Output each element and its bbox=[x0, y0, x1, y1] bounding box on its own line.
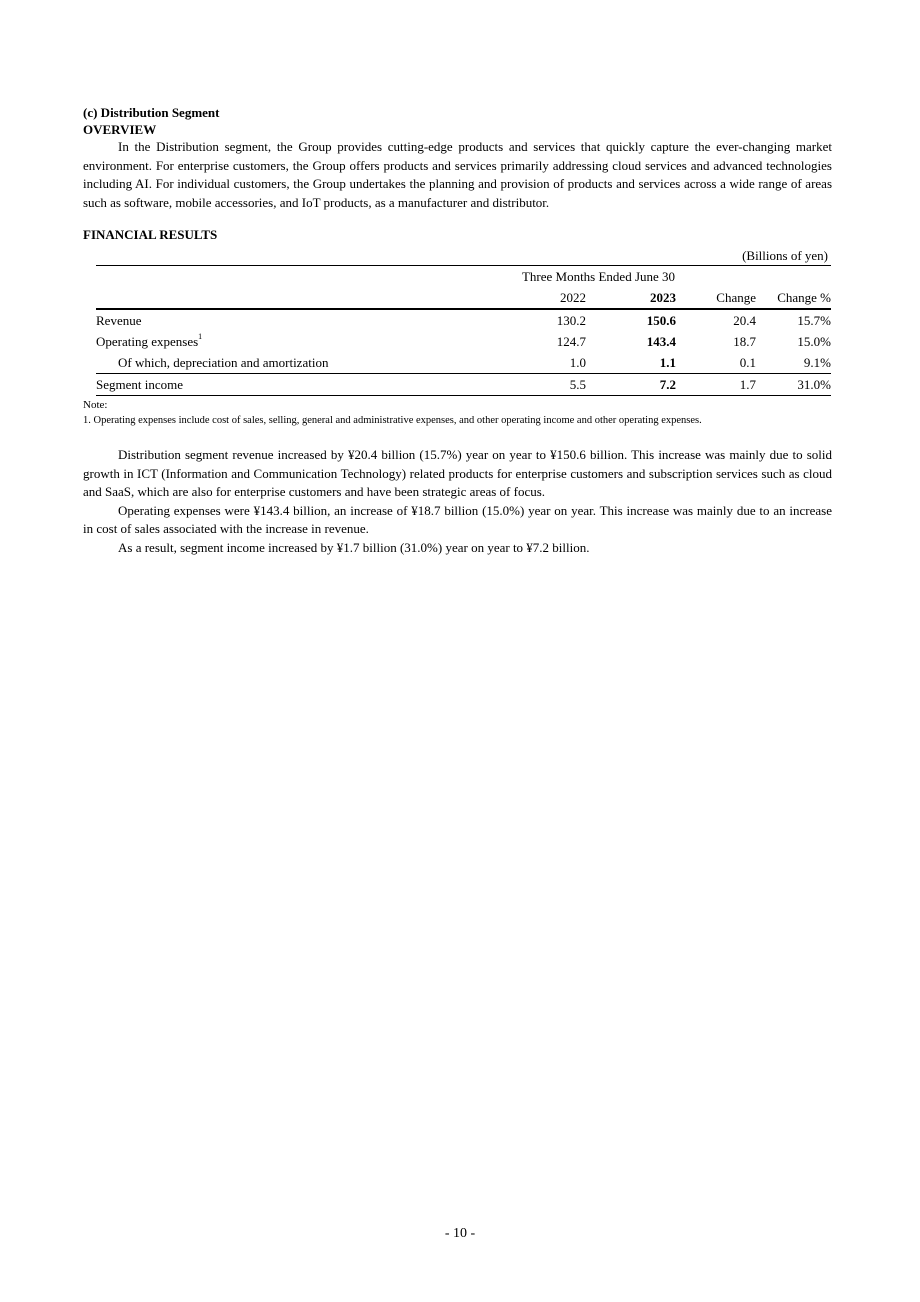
cell-2022: 124.7 bbox=[556, 333, 586, 349]
table-row bbox=[96, 374, 831, 396]
overview-heading: OVERVIEW bbox=[83, 122, 157, 137]
cell-change: 1.7 bbox=[676, 374, 756, 396]
cell-2023: 7.2 bbox=[586, 374, 676, 396]
table-row bbox=[96, 352, 831, 374]
column-header-change: Change bbox=[676, 287, 756, 309]
period-group-header: Three Months Ended June 30 bbox=[521, 266, 676, 288]
column-header-2023: 2023 bbox=[586, 287, 676, 309]
financial-results-table bbox=[96, 265, 831, 396]
row-label-with-footnote bbox=[96, 331, 521, 352]
row-label: Of which, depreciation and amortization bbox=[118, 354, 329, 370]
note-label: Note: bbox=[83, 399, 108, 411]
section-title: (c) Distribution Segment bbox=[83, 105, 220, 120]
cell-change: 0.1 bbox=[739, 354, 756, 370]
table-group-header-row bbox=[96, 266, 831, 288]
overview-paragraph: In the Distribution segment, the Group provides cutting-edge products and services that quickly capture the ever-changing market environment. For enterprise customers, the Group offers products and services primarily addressing cloud services and advanced technologies including AI. For individual customers, the Group undertakes the planning and provision of products and services across a wide range of areas such as software, mobile accessories, and IoT products, as a manufacturer and distributor. bbox=[83, 139, 832, 210]
column-header-2022: 2022 bbox=[521, 287, 586, 309]
cell-change: 18.7 bbox=[733, 333, 756, 349]
cell-2023: 143.4 bbox=[646, 333, 676, 349]
table-row bbox=[96, 309, 831, 331]
footnote-1: 1. Operating expenses include cost of sales, selling, general and administrative expenses, and other operating income and other operating expenses. bbox=[83, 415, 702, 426]
cell-change-pct: 15.7% bbox=[797, 312, 831, 328]
cell-2023: 1.1 bbox=[659, 354, 676, 370]
column-header-change-pct: Change % bbox=[756, 287, 831, 309]
cell-change-pct: 15.0% bbox=[797, 333, 831, 349]
cell-change-pct: 9.1% bbox=[803, 354, 831, 370]
cell-change-pct: 31.0% bbox=[756, 374, 831, 396]
financial-results-heading: FINANCIAL RESULTS bbox=[83, 227, 218, 242]
discussion-paragraph: Operating expenses were ¥143.4 billion, an increase of ¥18.7 billion (15.0%) year on year. This increase was mainly due to an increase in cost of sales associated with the increase in revenue. bbox=[83, 502, 832, 536]
row-label: Operating expenses bbox=[96, 333, 199, 349]
cell-2022: 5.5 bbox=[521, 374, 586, 396]
document-page bbox=[83, 104, 832, 557]
cell-2023: 150.6 bbox=[646, 312, 676, 328]
discussion-paragraph: As a result, segment income increased by ¥1.7 billion (31.0%) year on year to ¥7.2 billion. bbox=[118, 539, 590, 555]
footnote-marker: 1 bbox=[198, 331, 203, 341]
row-label: Segment income bbox=[96, 374, 521, 396]
table-row bbox=[96, 331, 831, 352]
units-label: (Billions of yen) bbox=[742, 248, 828, 263]
cell-change: 20.4 bbox=[733, 312, 756, 328]
cell-2022: 130.2 bbox=[556, 312, 586, 328]
discussion-paragraph: Distribution segment revenue increased by ¥20.4 billion (15.7%) year on year to ¥150.6 billion. This increase was mainly due to solid growth in ICT (Information and Communication Technology) related products for enterprise customers and subscription services such as cloud and SaaS, which are also for enterprise customers and have been strategic areas of focus. bbox=[83, 447, 832, 499]
table-note bbox=[83, 398, 832, 428]
table-column-header-row bbox=[96, 287, 831, 309]
discussion-section bbox=[83, 446, 832, 557]
row-label: Revenue bbox=[96, 312, 142, 328]
cell-2022: 1.0 bbox=[569, 354, 586, 370]
page-number: - 10 - bbox=[444, 1226, 476, 1241]
